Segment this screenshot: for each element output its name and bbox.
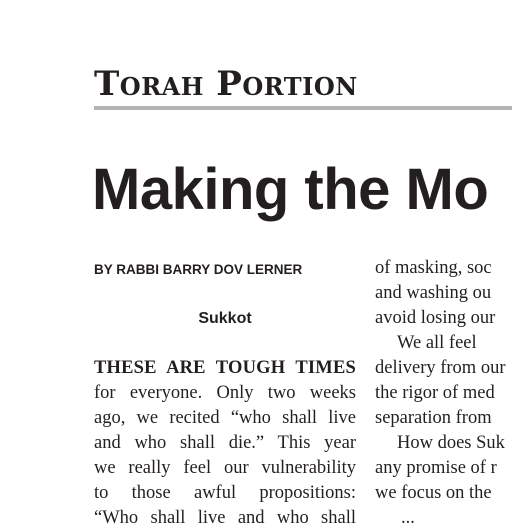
body-line: avoid losing our bbox=[375, 308, 496, 328]
section-divider bbox=[94, 106, 512, 110]
body-line: for everyone. Only two weeks bbox=[94, 383, 356, 403]
lead-line: THESE ARE TOUGH TIMES bbox=[94, 358, 356, 378]
body-line: and washing ou bbox=[375, 283, 492, 303]
section-title: Torah Portion bbox=[94, 64, 358, 104]
body-line: and who shall die.” This year bbox=[94, 433, 356, 453]
body-line: delivery from our bbox=[375, 358, 506, 378]
body-line: separation from bbox=[375, 408, 492, 428]
article-byline: BY RABBI BARRY DOV LERNER bbox=[94, 262, 303, 277]
body-line: “Who shall live and who shall bbox=[94, 508, 356, 528]
article-column-1 bbox=[94, 356, 356, 528]
body-line: ... bbox=[401, 508, 415, 528]
body-line: any promise of r bbox=[375, 458, 497, 478]
body-line: to those awful propositions: bbox=[94, 483, 356, 503]
article-headline: Making the Mo bbox=[92, 157, 489, 222]
body-line: ago, we recited “who shall live bbox=[94, 408, 356, 428]
body-line: we focus on the bbox=[375, 483, 492, 503]
article-column-2 bbox=[375, 256, 525, 528]
article-occasion: Sukkot bbox=[198, 310, 252, 327]
body-line: we really feel our vulnerability bbox=[94, 458, 356, 478]
paragraph-start-line: How does Suk bbox=[397, 433, 505, 453]
body-line: the rigor of med bbox=[375, 383, 495, 403]
paragraph-start-line: We all feel bbox=[397, 333, 477, 353]
body-line: of masking, soc bbox=[375, 258, 492, 278]
